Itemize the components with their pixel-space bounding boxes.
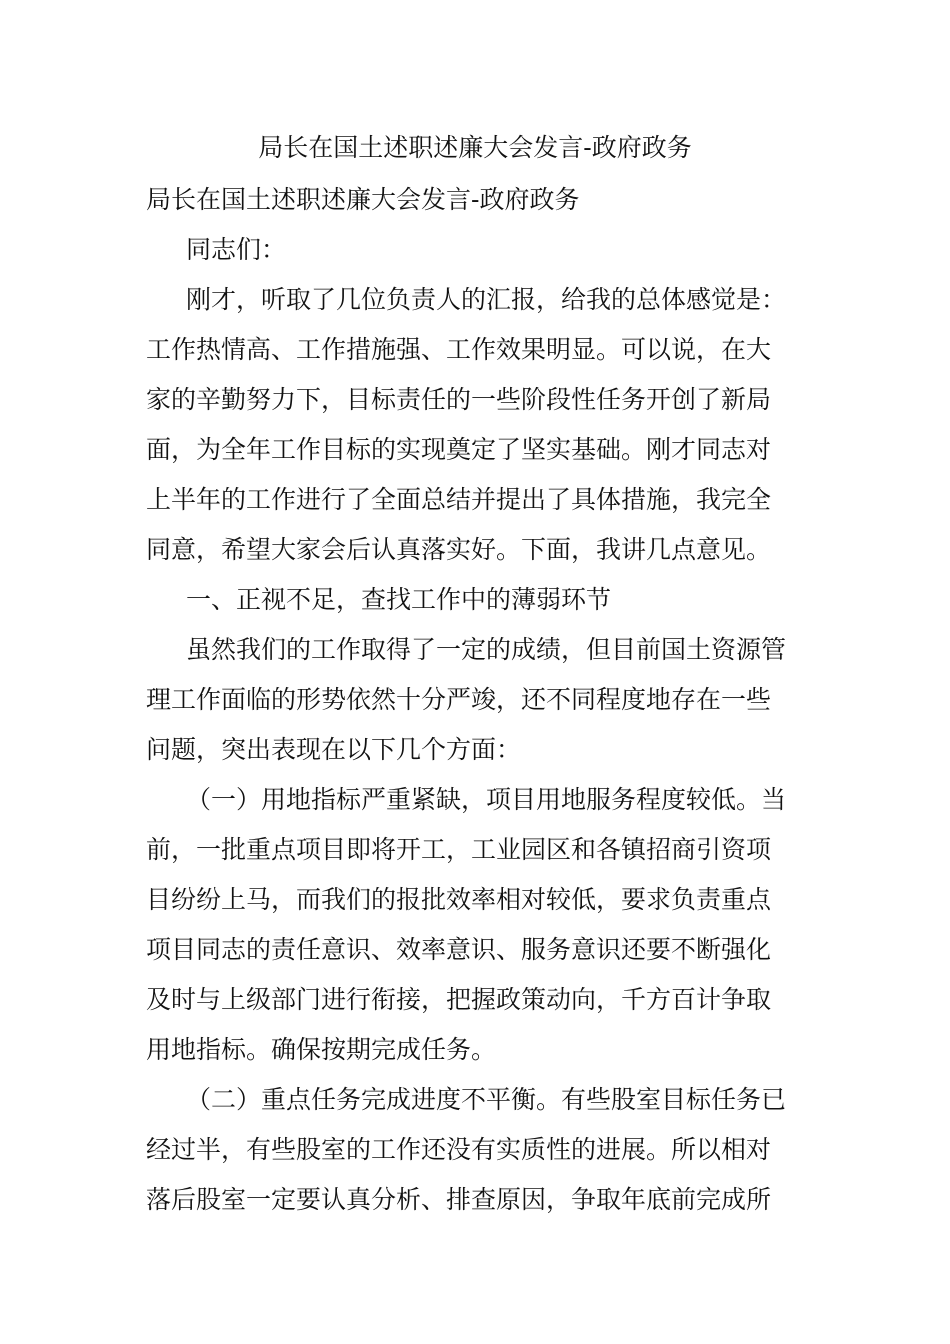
paragraph-line: 项目同志的责任意识、效率意识、服务意识还要不断强化 bbox=[146, 935, 772, 964]
paragraph-line: 家的辛勤努力下，目标责任的一些阶段性任务开创了新局 bbox=[146, 385, 772, 414]
paragraph-line: 理工作面临的形势依然十分严竣，还不同程度地存在一些 bbox=[146, 685, 772, 714]
paragraph-line: （二）重点任务完成进度不平衡。有些股室目标任务已 bbox=[186, 1085, 787, 1114]
paragraph-line: 上半年的工作进行了全面总结并提出了具体措施，我完全 bbox=[146, 485, 772, 514]
paragraph-line: 虽然我们的工作取得了一定的成绩，但目前国土资源管 bbox=[186, 635, 787, 664]
paragraph-line: 及时与上级部门进行衔接，把握政策动向，千方百计争取 bbox=[146, 985, 772, 1014]
paragraph-line: 问题，突出表现在以下几个方面： bbox=[146, 735, 522, 764]
paragraph-line: 前，一批重点项目即将开工，工业园区和各镇招商引资项 bbox=[146, 835, 772, 864]
document-title: 局长在国土述职述廉大会发言-政府政务 bbox=[258, 133, 692, 162]
salutation: 同志们： bbox=[186, 235, 287, 264]
paragraph-line: 落后股室一定要认真分析、排查原因，争取年底前完成所 bbox=[146, 1185, 772, 1214]
document-subtitle: 局长在国土述职述廉大会发言-政府政务 bbox=[146, 185, 580, 214]
paragraph-line: 刚才，听取了几位负责人的汇报，给我的总体感觉是： bbox=[186, 285, 787, 314]
paragraph-line: 经过半，有些股室的工作还没有实质性的进展。所以相对 bbox=[146, 1135, 772, 1164]
paragraph-line: 面，为全年工作目标的实现奠定了坚实基础。刚才同志对 bbox=[146, 435, 772, 464]
paragraph-line: 工作热情高、工作措施强、工作效果明显。可以说，在大 bbox=[146, 335, 772, 364]
section-heading: 一、正视不足，查找工作中的薄弱环节 bbox=[186, 585, 612, 614]
paragraph-line: （一）用地指标严重紧缺，项目用地服务程度较低。当 bbox=[186, 785, 787, 814]
paragraph-line: 目纷纷上马，而我们的报批效率相对较低，要求负责重点 bbox=[146, 885, 772, 914]
paragraph-line: 用地指标。确保按期完成任务。 bbox=[146, 1035, 497, 1064]
paragraph-line: 同意，希望大家会后认真落实好。下面，我讲几点意见。 bbox=[146, 535, 772, 564]
